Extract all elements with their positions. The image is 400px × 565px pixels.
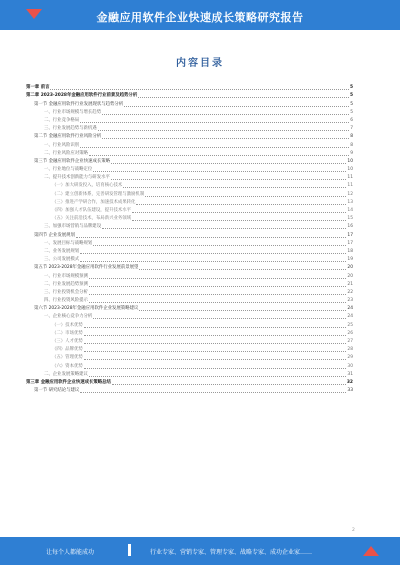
toc-entry[interactable] (26, 297, 353, 305)
toc-entry[interactable] (26, 133, 353, 141)
toc-entry-label: 第二章 2023-2028年金融应用软件行业前景及趋势分析 (26, 93, 138, 99)
toc-entry[interactable] (26, 305, 353, 313)
page-footer (0, 537, 400, 565)
toc-entry-label: 第四节 企业发展规划 (34, 232, 75, 238)
toc-leader-dots (80, 261, 346, 262)
toc-entry-label: （六）资本优势 (52, 363, 83, 369)
toc-entry[interactable] (26, 215, 353, 223)
toc-leader-dots (50, 89, 348, 90)
page-number: 2 (352, 528, 355, 533)
toc-entry-page: 32 (346, 379, 353, 385)
toc-entry[interactable] (26, 150, 353, 158)
toc-entry-page: 7 (350, 126, 353, 132)
toc-leader-dots (89, 376, 346, 377)
toc-entry-label: （一）技术优势 (52, 322, 83, 328)
red-triangle-icon (363, 546, 379, 556)
toc-entry[interactable] (26, 371, 353, 379)
toc-entry[interactable] (26, 166, 353, 174)
toc-entry-label: 第一节 金融应用软件行业发展现状与趋势分析 (34, 101, 124, 107)
toc-entry[interactable] (26, 321, 353, 329)
toc-leader-dots (111, 163, 346, 164)
toc-entry-label: 一、发展目标与战略规划 (44, 240, 93, 246)
toc-entry-page: 26 (347, 330, 353, 336)
toc-entry-label: 第三节 金融应用软件企业快速成长策略 (34, 158, 111, 164)
toc-entry-label: 第五节 2023-2028年金融应用软件行业发展前景展望 (34, 265, 139, 271)
toc-entry[interactable] (26, 313, 353, 321)
toc-entry[interactable] (26, 182, 353, 190)
toc-entry-label: 二、行业竞争格局 (44, 117, 80, 123)
toc-entry-page: 33 (347, 388, 353, 394)
toc-entry-page: 22 (347, 289, 353, 295)
toc-entry[interactable] (26, 264, 353, 272)
toc-leader-dots (132, 220, 346, 221)
toc-leader-dots (76, 237, 346, 238)
toc-entry[interactable] (26, 387, 353, 395)
toc-entry-label: 一、行业地位与战略定位 (44, 167, 93, 173)
toc-entry-page: 19 (347, 257, 353, 263)
toc-entry[interactable] (26, 354, 353, 362)
toc-entry[interactable] (26, 379, 353, 387)
toc-entry-page: 6 (350, 117, 353, 123)
toc-entry[interactable] (26, 330, 353, 338)
toc-entry-page: 11 (347, 175, 353, 181)
toc-entry-page: 12 (347, 191, 353, 197)
toc-entry-page: 23 (347, 298, 353, 304)
toc-entry-label: 三、行业发展趋势与新机遇 (44, 126, 97, 132)
toc-entry[interactable] (26, 256, 353, 264)
toc-entry[interactable] (26, 190, 353, 198)
toc-entry-label: （一）加大研发投入，培育核心技术 (52, 183, 123, 189)
toc-leader-dots (89, 286, 346, 287)
toc-entry-page: 10 (347, 167, 353, 173)
toc-entry-label: （三）人才优势 (52, 339, 83, 344)
toc-entry[interactable] (26, 158, 353, 166)
toc-entry-label: （四）加强人才队伍建设，提升技术水平 (52, 208, 132, 213)
toc-entry-label: 一、行业市场规模预测 (44, 273, 88, 279)
toc-entry[interactable] (26, 141, 353, 149)
toc-leader-dots (123, 187, 346, 188)
toc-entry-page: 20 (347, 273, 353, 279)
toc-entry[interactable] (26, 240, 353, 248)
toc-leader-dots (111, 179, 347, 180)
toc-entry-page: 14 (347, 208, 353, 213)
toc-leader-dots (102, 114, 349, 115)
toc-entry-label: 一、企业核心竞争力分析 (44, 314, 93, 320)
page-header (0, 0, 400, 30)
toc-entry-page: 18 (347, 248, 353, 254)
toc-entry-label: 第六节 2023-2028年金融应用软件企业发展策略建议 (34, 306, 139, 312)
toc-entry[interactable] (26, 199, 353, 207)
toc-leader-dots (93, 171, 346, 172)
toc-leader-dots (139, 269, 346, 270)
toc-entry-page: 17 (347, 240, 353, 246)
toc-entry-page: 8 (350, 142, 353, 148)
toc-entry-page: 24 (347, 306, 353, 312)
toc-leader-dots (84, 327, 347, 328)
toc-leader-dots (145, 196, 346, 197)
toc-leader-dots (89, 302, 346, 303)
toc-entry[interactable] (26, 338, 353, 346)
toc-entry-page: 13 (347, 199, 353, 205)
toc-leader-dots (80, 122, 349, 123)
toc-entry-label: 二、行业风险应对策略 (44, 150, 88, 156)
toc-entry-page: 29 (347, 355, 353, 361)
toc-entry-page: 5 (350, 109, 353, 115)
toc-leader-dots (124, 106, 349, 107)
toc-entry-label: 第一节 研究结论与建议 (34, 388, 80, 394)
toc-entry-label: 一、行业市场规模与增长趋势 (44, 109, 102, 115)
toc-leader-dots (80, 253, 346, 254)
toc-entry-page: 9 (350, 150, 353, 156)
toc-entry-label: 二、提升技术创新能力与研发水平 (44, 175, 110, 181)
toc-entry-page: 17 (347, 232, 353, 238)
toc-entry[interactable] (26, 346, 353, 354)
toc-leader-dots (80, 147, 349, 148)
toc-entry-label: 二、行业发展趋势预测 (44, 281, 88, 287)
toc-leader-dots (89, 155, 349, 156)
toc-entry-page: 31 (347, 371, 353, 377)
toc-entry-label: 第二节 金融应用软件行业风险分析 (34, 134, 102, 140)
toc-entry-label: （二）市场优势 (52, 330, 83, 336)
toc-entry-label: （五）关注前沿技术，布局新兴业务领域 (52, 216, 132, 222)
footer-slogan: 让每个人都能成功 (46, 549, 95, 556)
toc-leader-dots (93, 245, 346, 246)
toc-entry-page: 20 (347, 265, 353, 271)
report-title: 金融应用软件企业快速成长策略研究报告 (96, 11, 304, 24)
toc-entry[interactable] (26, 223, 353, 231)
toc-entry-page: 30 (347, 363, 353, 369)
toc-entry-page: 16 (347, 224, 353, 230)
toc-entry[interactable] (26, 174, 353, 182)
toc-leader-dots (102, 228, 346, 229)
toc-leader-dots (138, 97, 349, 98)
toc-entry-label: 二、业务发展规划 (44, 248, 80, 254)
toc-leader-dots (136, 204, 346, 205)
toc-entry-page: 27 (347, 339, 353, 344)
toc-leader-dots (112, 384, 346, 385)
toc-entry-label: 四、行业投资风险提示 (44, 298, 88, 304)
toc-entry-page: 10 (347, 158, 353, 164)
toc-entry-label: 二、企业发展策略建议 (44, 371, 88, 377)
toc-entry-page: 21 (347, 281, 353, 287)
toc-entry-label: （二）建立创新体系，完善研发管理与激励机制 (52, 191, 145, 197)
toc-leader-dots (93, 318, 346, 319)
toc-entry[interactable] (26, 100, 353, 108)
toc-entry-page: 15 (347, 216, 353, 222)
toc-entry[interactable] (26, 231, 353, 239)
toc-entry-label: （四）品牌优势 (52, 347, 83, 353)
toc-entry-page: 5 (349, 85, 353, 91)
toc-entry-page: 25 (347, 322, 353, 328)
toc-entry-page: 28 (347, 347, 353, 353)
toc-entry-label: （三）推进产学研合作，加速技术成果转化 (52, 199, 136, 205)
toc-leader-dots (98, 130, 350, 131)
toc-leader-dots (139, 310, 346, 311)
toc-leader-dots (84, 351, 347, 352)
toc-leader-dots (89, 294, 346, 295)
toc-entry-page: 5 (350, 101, 353, 107)
toc-entry[interactable] (26, 117, 353, 125)
toc-entry[interactable] (26, 362, 353, 370)
toc-leader-dots (84, 335, 347, 336)
toc-leader-dots (84, 343, 347, 344)
toc-entry-label: 三、行业投资机会分析 (44, 289, 88, 295)
toc-entry-label: 三、公司发展模式 (44, 257, 80, 263)
toc-entry-page: 24 (347, 314, 353, 320)
toc-entry-label: 一、行业风险识别 (44, 142, 80, 148)
toc-entry-page: 11 (347, 183, 353, 189)
footer-experts: 行业专家、营销专家、管理专家、战略专家、成功企业家…… (150, 549, 313, 556)
toc-entry[interactable] (26, 207, 353, 215)
toc-heading: 内容目录 (176, 58, 224, 69)
toc-entry-label: 三、加强市场营销与品牌建设 (44, 224, 102, 230)
footer-divider (128, 544, 131, 556)
toc-entry-label: 第三章 金融应用软件企业快速成长策略总结 (26, 379, 111, 385)
toc-leader-dots (80, 392, 346, 393)
toc-entry-page: 8 (350, 134, 353, 140)
toc-entry[interactable] (26, 289, 353, 297)
toc-entry[interactable] (26, 281, 353, 289)
toc-entry[interactable] (26, 272, 353, 280)
toc-leader-dots (84, 368, 347, 369)
toc-entry[interactable] (26, 84, 353, 92)
toc-leader-dots (132, 212, 346, 213)
toc-entry[interactable] (26, 248, 353, 256)
toc-leader-dots (84, 359, 347, 360)
toc-leader-dots (102, 138, 349, 139)
toc-entry[interactable] (26, 125, 353, 133)
toc-leader-dots (89, 278, 346, 279)
toc-entry-label: （五）管理优势 (52, 355, 83, 361)
toc-entry[interactable] (26, 92, 353, 100)
toc-entry[interactable] (26, 109, 353, 117)
toc-entry-page: 5 (349, 93, 353, 99)
toc-entry-label: 第一章 前言 (26, 85, 50, 91)
table-of-contents (26, 84, 353, 395)
